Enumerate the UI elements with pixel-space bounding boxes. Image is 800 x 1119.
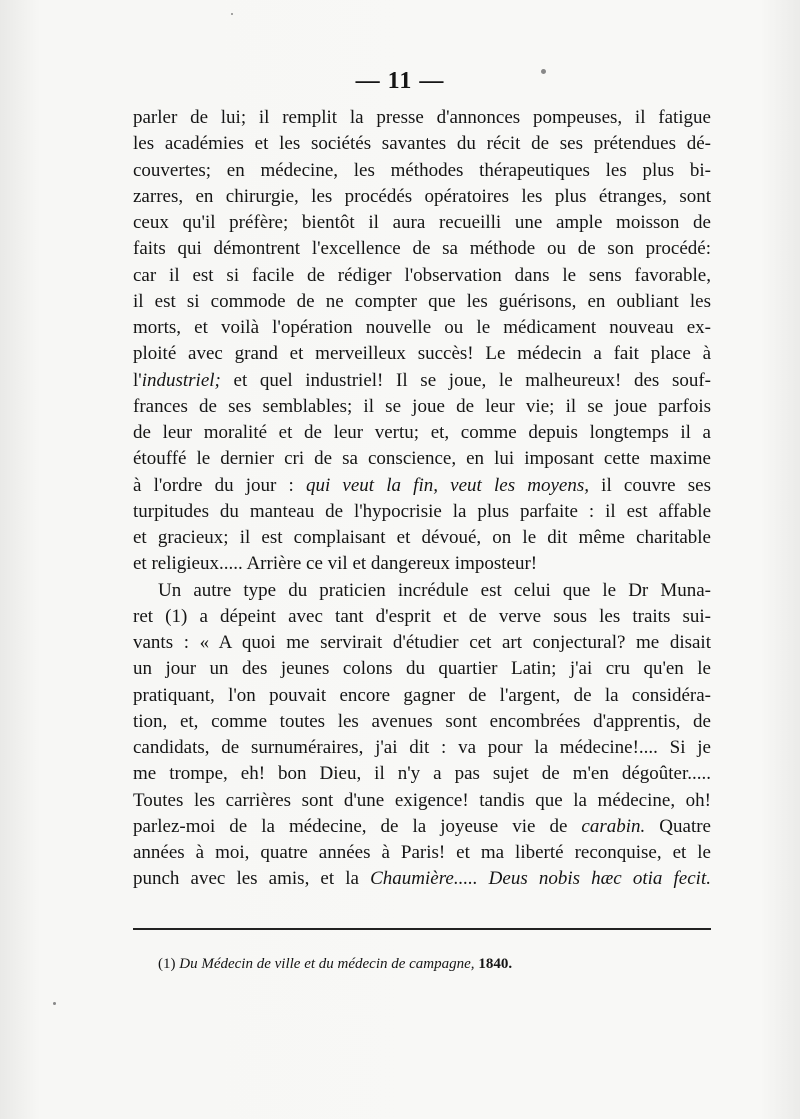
text-line: frances de ses semblables; il se joue de leur vie; il se joue parfois xyxy=(133,395,711,417)
text-segment: à l'ordre du jour : xyxy=(133,474,306,496)
text-segment: parlez-moi de la médecine, de la joyeuse vie de xyxy=(133,815,582,837)
paper-speck xyxy=(231,13,233,15)
text-line: vants : « A quoi me servirait d'étudier cet art conjectural? me disait xyxy=(133,632,711,653)
text-line: tion, et, comme toutes les avenues sont encombrées d'apprentis, de xyxy=(133,710,711,732)
text-line: turpitudes du manteau de l'hypocrisie la plus parfaite : il est affable xyxy=(133,500,711,522)
text-line: un jour un des jeunes colons du quartier Latin; j'ai cru qu'en le xyxy=(133,658,711,680)
text-line: candidats, de surnuméraires, j'ai dit : va pour la médecine!.... Si je xyxy=(133,737,711,758)
text-line: faits qui démontrent l'excellence de sa méthode ou de son procédé: xyxy=(133,238,711,260)
text-line: les académies et les sociétés savantes du récit de ses prétendues dé- xyxy=(133,133,711,155)
italic-segment: Chaumière..... Deus nobis hæc otia fecit. xyxy=(370,868,711,890)
text-segment: et quel industriel! Il se joue, le malheureux! des souf- xyxy=(220,369,711,391)
text-line: étouffé le dernier cri de sa conscience, en lui imposant cette maxime xyxy=(133,448,711,470)
body-text xyxy=(133,105,711,893)
text-line: me trompe, eh! bon Dieu, il n'y a pas sujet de m'en dégoûter..... xyxy=(133,763,711,785)
text-line: ceux qu'il préfère; bientôt il aura recueilli une ample moisson de xyxy=(133,212,711,233)
text-line xyxy=(133,473,711,499)
text-line xyxy=(133,866,711,892)
text-segment: Quatre xyxy=(645,815,711,837)
footnote xyxy=(158,956,512,973)
text-line: de leur moralité et de leur vertu; et, comme depuis longtemps il a xyxy=(133,422,711,443)
text-line: Toutes les carrières sont d'une exigence! tandis que la médecine, oh! xyxy=(133,789,711,811)
text-line: il est si commode de ne compter que les guérisons, en oubliant les xyxy=(133,290,711,312)
italic-segment: industriel; xyxy=(141,369,221,391)
text-line: parler de lui; il remplit la presse d'annonces pompeuses, il fatigue xyxy=(133,107,711,128)
text-line: zarres, en chirurgie, les procédés opératoires les plus étranges, sont xyxy=(133,185,711,207)
italic-segment: qui veut la fin, veut les moyens, xyxy=(305,474,589,496)
text-line: couvertes; en médecine, les méthodes thérapeutiques les plus bi- xyxy=(133,159,711,181)
text-segment: l' xyxy=(133,369,142,391)
footnote-marker: (1) xyxy=(158,956,180,972)
footnote-title: Du Médecin de ville et du médecin de campagne, xyxy=(179,956,475,972)
footnote-year: 1840. xyxy=(474,956,513,972)
text-line: pratiquant, l'on pouvait encore gagner de l'argent, de la considéra- xyxy=(133,684,711,706)
text-segment: il couvre ses xyxy=(589,474,711,496)
page-number: — 11 — xyxy=(355,68,445,94)
italic-segment: carabin. xyxy=(581,815,646,837)
text-line: morts, et voilà l'opération nouvelle ou le médicament nouveau ex- xyxy=(133,317,711,338)
text-line: ret (1) a dépeint avec tant d'esprit et de verve sous les traits sui- xyxy=(133,605,711,627)
text-line: car il est si facile de rédiger l'observation dans le sens favorable, xyxy=(133,264,711,286)
paper-speck xyxy=(541,69,546,74)
paper-speck xyxy=(53,1002,56,1005)
footnote-rule xyxy=(133,928,711,930)
text-line: et religieux..... Arrière ce vil et dangereux imposteur! xyxy=(133,553,538,575)
text-line xyxy=(133,814,711,840)
text-line: ploité avec grand et merveilleux succès! Le médecin a fait place à xyxy=(133,343,711,365)
text-line: et gracieux; il est complaisant et dévoué, on le dit même charitable xyxy=(133,527,711,548)
text-line xyxy=(133,368,711,394)
text-line: Un autre type du praticien incrédule est celui que le Dr Muna- xyxy=(158,579,711,601)
text-segment: punch avec les amis, et la xyxy=(133,868,371,890)
text-line: années à moi, quatre années à Paris! et ma liberté reconquise, et le xyxy=(133,842,711,863)
